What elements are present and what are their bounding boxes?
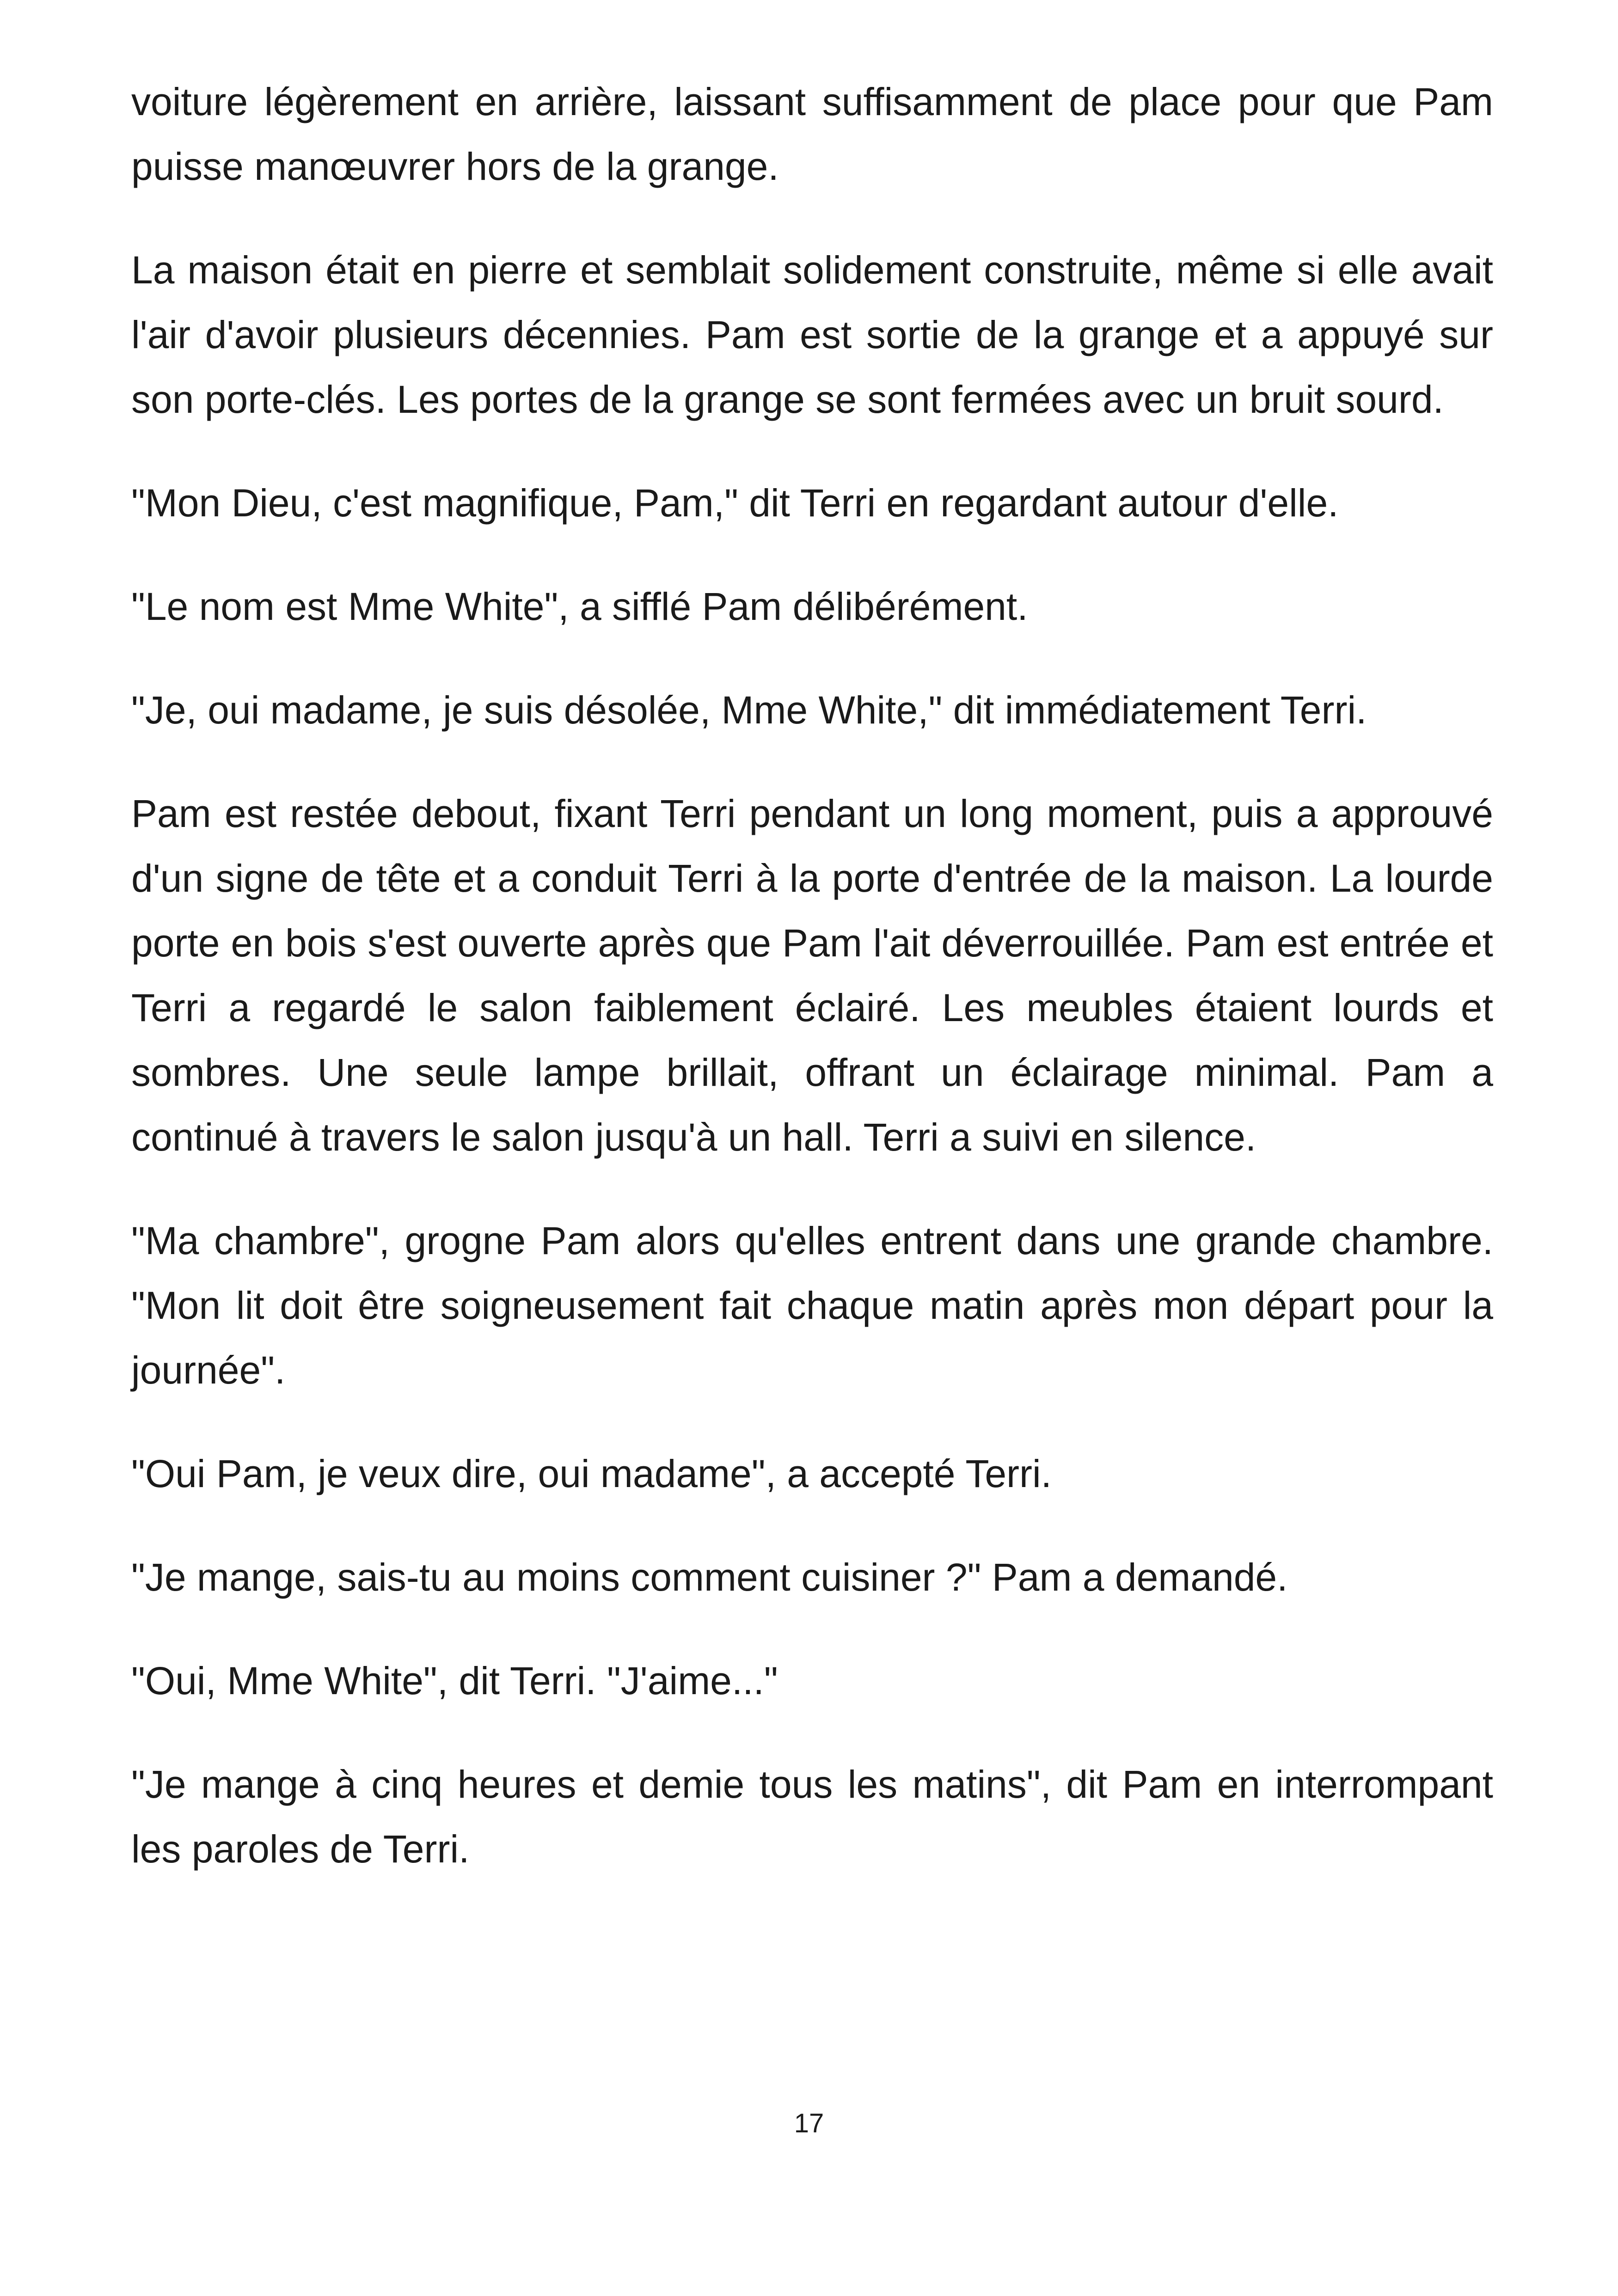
page-number: 17 [794, 2108, 824, 2138]
paragraph: La maison était en pierre et semblait solidement construite, même si elle avait l'air d'avoir plusieurs décennies. Pam est sortie de la grange et a appuyé sur son porte-clés. Les portes de la grange se sont fermées avec un bruit sourd. [131, 248, 1493, 421]
paragraph: "Oui Pam, je veux dire, oui madame", a accepté Terri. [131, 1452, 1052, 1495]
paragraph: "Je mange à cinq heures et demie tous les matins", dit Pam en interrompant les paroles de Terri. [131, 1763, 1493, 1871]
body-text [131, 69, 1493, 1920]
paragraph: "Oui, Mme White", dit Terri. "J'aime..." [131, 1659, 778, 1702]
paragraph: Pam est restée debout, fixant Terri pendant un long moment, puis a approuvé d'un signe de tête et a conduit Terri à la porte d'entrée de la maison. La lourde porte en bois s'est ouverte après que Pam l'ait déverrouillée. Pam est entrée et Terri a regardé le salon faiblement éclairé. Les meubles étaient lourds et sombres. Une seule lampe brillait, offrant un éclairage minimal. Pam a continué à travers le salon jusqu'à un hall. Terri a suivi en silence. [131, 792, 1493, 1159]
paragraph: "Ma chambre", grogne Pam alors qu'elles entrent dans une grande chambre. "Mon lit doit être soigneusement fait chaque matin après mon départ pour la journée". [131, 1219, 1493, 1392]
paragraph: voiture légèrement en arrière, laissant suffisamment de place pour que Pam puisse manœuvrer hors de la grange. [131, 80, 1493, 188]
paragraph: "Je mange, sais-tu au moins comment cuisiner ?" Pam a demandé. [131, 1555, 1288, 1599]
paragraph: "Le nom est Mme White", a sifflé Pam délibérément. [131, 585, 1028, 628]
paragraph: "Je, oui madame, je suis désolée, Mme White," dit immédiatement Terri. [131, 688, 1367, 732]
paragraph: "Mon Dieu, c'est magnifique, Pam," dit Terri en regardant autour d'elle. [131, 481, 1339, 525]
